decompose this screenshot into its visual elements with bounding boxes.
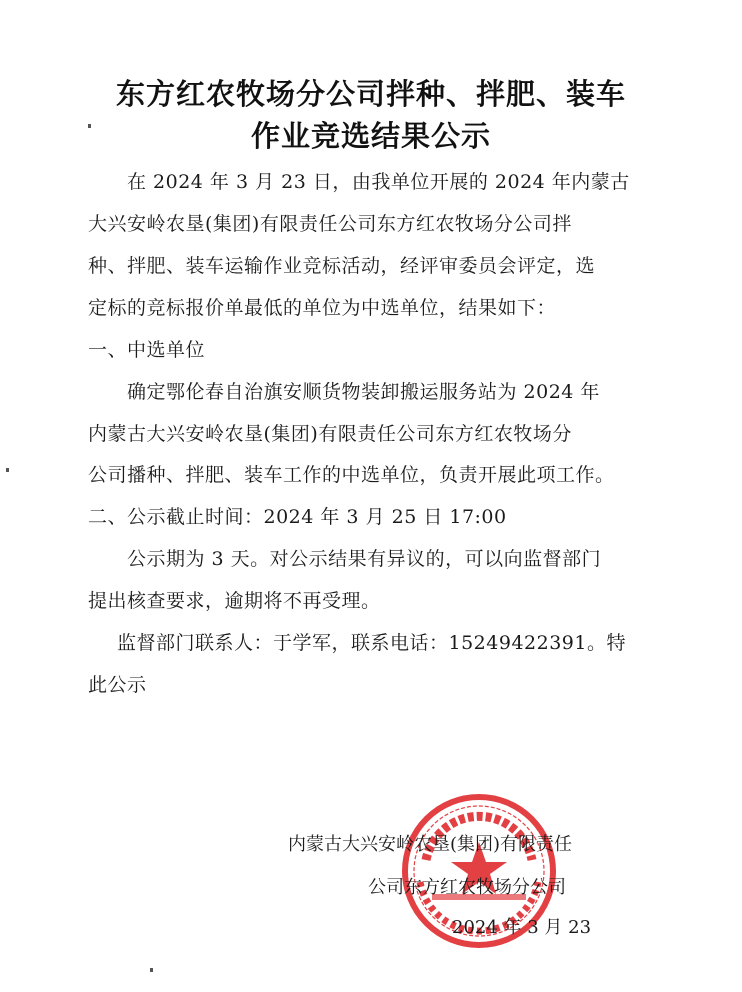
section-heading: 一、中选单位 (88, 339, 206, 361)
paragraph-line: 种、拌肥、装车运输作业竞标活动，经评审委员会评定，选 (88, 255, 596, 277)
paragraph-line: 提出核查要求，逾期将不再受理。 (88, 590, 381, 612)
paragraph-line: 内蒙古大兴安岭农垦(集团)有限责任公司东方红农牧场分 (88, 423, 572, 445)
paragraph-line: 在 2024 年 3 月 23 日，由我单位开展的 2024 年内蒙古 (127, 171, 630, 193)
paragraph-line: 大兴安岭农垦(集团)有限责任公司东方红农牧场分公司拌 (88, 213, 572, 235)
paragraph-line: 此公示 (88, 674, 147, 696)
scan-speck (6, 468, 9, 472)
paragraph-line: 定标的竞标报价单最低的单位为中选单位，结果如下： (88, 297, 557, 319)
signature-organization-line2: 公司东方红农牧场分公司 (368, 877, 566, 898)
document-title-line2: 作业竞选结果公示 (250, 119, 491, 153)
paragraph-line: 监督部门联系人：于学军，联系电话：15249422391。特 (117, 632, 626, 654)
signature-organization-line1: 内蒙古大兴安岭农垦(集团)有限责任 (288, 834, 573, 855)
paragraph-line: 公示期为 3 天。对公示结果有异议的，可以向监督部门 (127, 548, 602, 570)
scan-speck (150, 968, 153, 972)
scan-speck (88, 124, 91, 128)
paragraph-line: 公司播种、拌肥、装车工作的中选单位，负责开展此项工作。 (88, 464, 615, 486)
section-heading: 二、公示截止时间：2024 年 3 月 25 日 17:00 (88, 506, 507, 528)
signature-date: 2024 年 3 月 23 (452, 917, 592, 938)
document-title-line1: 东方红农牧场分公司拌种、拌肥、装车 (115, 77, 626, 111)
paragraph-line: 确定鄂伦春自治旗安顺货物装卸搬运服务站为 2024 年 (127, 381, 600, 403)
